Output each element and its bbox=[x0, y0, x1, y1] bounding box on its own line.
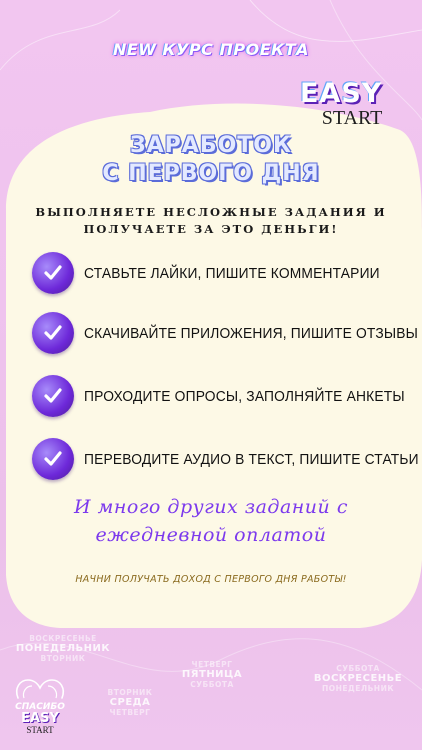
call-to-action: НАЧНИ ПОЛУЧАТЬ ДОХОД С ПЕРВОГО ДНЯ РАБОТЫ! bbox=[75, 574, 347, 585]
weekday-small: СУББОТА bbox=[190, 680, 234, 689]
headline-line-1: ЗАРАБОТОК bbox=[130, 133, 292, 158]
weekday-small: ВТОРНИК bbox=[40, 654, 86, 663]
weekday-small: ЧЕТВЕРГ bbox=[191, 660, 233, 669]
subline-line-1: ВЫПОЛНЯЕТЕ НЕСЛОЖНЫЕ ЗАДАНИЯ И bbox=[35, 205, 387, 219]
weekday-group-right bbox=[300, 664, 416, 693]
logo-thanks: СПАСИБО bbox=[15, 702, 65, 712]
brand-start: START bbox=[321, 107, 383, 129]
script-line-1: И много других заданий с bbox=[74, 496, 348, 518]
check-circle-icon bbox=[32, 438, 74, 480]
script-line-2: ежедневной оплатой bbox=[95, 524, 327, 546]
task-label: СТАВЬТЕ ЛАЙКИ, ПИШИТЕ КОММЕНТАРИИ bbox=[84, 264, 380, 282]
headline-line-2: С ПЕРВОГО ДНЯ bbox=[102, 161, 320, 186]
check-circle-icon bbox=[32, 312, 74, 354]
weekday-small: ВОСКРЕСЕНЬЕ bbox=[29, 634, 97, 643]
weekday-group-mid-left bbox=[90, 688, 170, 717]
weekday-group-left bbox=[8, 634, 118, 663]
weekday-group-center bbox=[162, 660, 262, 689]
task-label: ПРОХОДИТЕ ОПРОСЫ, ЗАПОЛНЯЙТЕ АНКЕТЫ bbox=[84, 387, 405, 405]
weekday-big: ПОНЕДЕЛЬНИК bbox=[15, 643, 111, 654]
weekday-small: ПОНЕДЕЛЬНИК bbox=[322, 684, 394, 693]
task-item bbox=[32, 252, 406, 294]
brand-easy: EASY bbox=[300, 78, 383, 109]
brand-logo bbox=[300, 80, 382, 128]
logo-easy: EASY bbox=[21, 711, 59, 726]
task-label: ПЕРЕВОДИТЕ АУДИО В ТЕКСТ, ПИШИТЕ СТАТЬИ bbox=[84, 450, 419, 468]
weekday-big: ВОСКРЕСЕНЬЕ bbox=[313, 673, 403, 684]
weekday-small: ЧЕТВЕРГ bbox=[109, 708, 151, 717]
weekday-small: СУББОТА bbox=[336, 664, 380, 673]
task-label: СКАЧИВАЙТЕ ПРИЛОЖЕНИЯ, ПИШИТЕ ОТЗЫВЫ bbox=[84, 324, 419, 342]
weekday-small: ВТОРНИК bbox=[107, 688, 153, 697]
check-circle-icon bbox=[32, 252, 74, 294]
heart-hands-icon bbox=[10, 672, 70, 702]
task-item bbox=[32, 312, 422, 354]
subline-line-2: ПОЛУЧАЕТЕ ЗА ЭТО ДЕНЬГИ! bbox=[83, 222, 339, 236]
task-item bbox=[32, 438, 422, 480]
logo-start: START bbox=[26, 725, 54, 735]
weekday-big: СРЕДА bbox=[109, 697, 151, 708]
tagline: NEW КУРС ПРОЕКТА bbox=[112, 40, 309, 59]
weekday-big: ПЯТНИЦА bbox=[181, 669, 243, 680]
thanks-logo bbox=[10, 672, 70, 740]
check-circle-icon bbox=[32, 375, 74, 417]
task-item bbox=[32, 375, 422, 417]
